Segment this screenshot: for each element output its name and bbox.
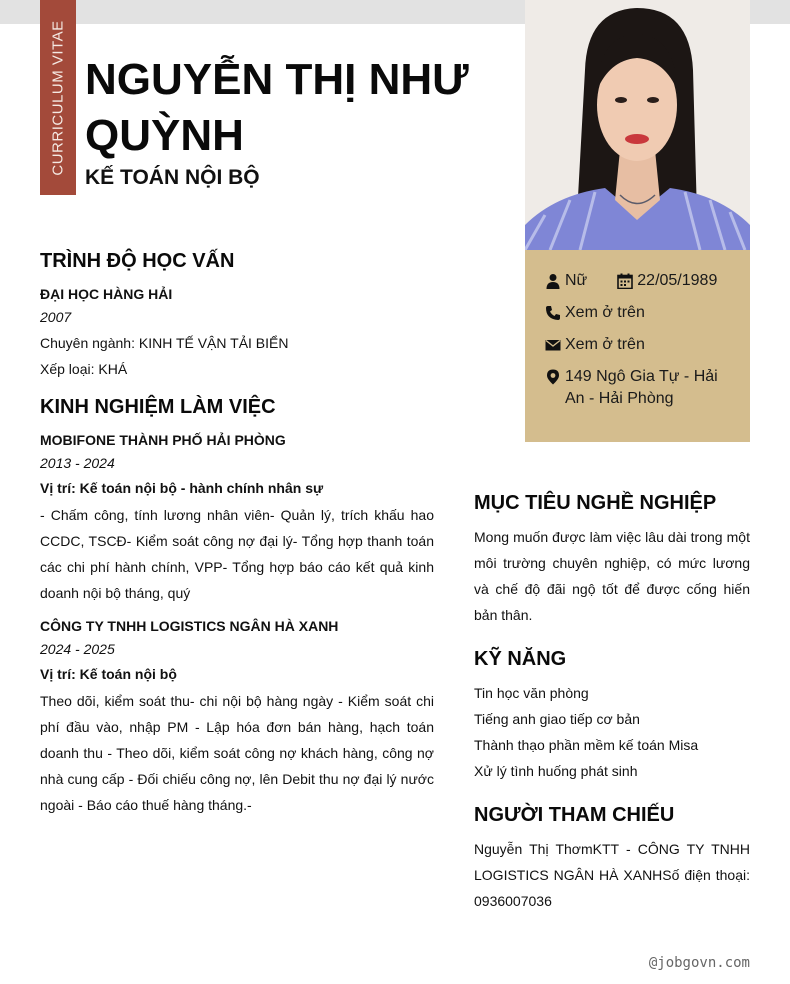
birthday-value: 22/05/1989 [637,272,718,289]
position: Vị trí: Kế toán nội bộ - hành chính nhân sự [40,480,324,496]
graduation-year: 2007 [40,309,72,325]
contact-info-box [525,250,750,442]
experience-item [40,616,434,818]
experience-title: KINH NGHIỆM LÀM VIỆC [40,396,276,418]
cv-vertical-band [40,0,76,195]
references-title: NGƯỜI THAM CHIẾU [474,804,675,826]
skills-section [474,646,750,784]
phone-value[interactable]: Xem ở trên [565,304,645,321]
job-description: Theo dõi, kiểm soát thu- chi nội bộ hàng ngày - Kiểm soát chi phí đầu vào, nhập PM - Lập hóa đơn bán hàng, hạch toán doanh thu - Theo dõi, kiểm soát công nợ khách hàng, công nợ nhà cung cấp - Đối chiếu công nợ, lên Debit thu nợ đại lý nước ngoài - Báo cáo thuế hàng tháng.- [40,693,434,813]
email-row [545,334,730,356]
objective-title: MỤC TIÊU NGHỀ NGHIỆP [474,492,717,514]
address-value: 149 Ngô Gia Tự - Hải An - Hải Phòng [565,368,718,407]
references-text: Nguyễn Thị ThơmKTT - CÔNG TY TNHH LOGISTICS NGÂN HÀ XANHSố điện thoại: 0936007036 [474,841,750,909]
candidate-name: NGUYỄN THỊ NHƯ QUỲNH [85,55,469,160]
work-period: 2024 - 2025 [40,641,115,657]
school-name: ĐẠI HỌC HÀNG HẢI [40,286,173,302]
company-name: CÔNG TY TNHH LOGISTICS NGÂN HÀ XANH [40,618,339,634]
email-icon [545,337,561,353]
phone-row [545,302,730,324]
person-icon [545,273,561,289]
watermark: @jobgovn.com [648,955,750,971]
address-row [545,366,730,410]
job-title: KẾ TOÁN NỘI BỘ [85,166,260,189]
references-section [474,802,750,914]
skills-title: KỸ NĂNG [474,648,567,670]
skill-item: Xử lý tình huống phát sinh [474,763,638,779]
email-value[interactable]: Xem ở trên [565,336,645,353]
objective-section [474,490,750,628]
job-description: - Chấm công, tính lương nhân viên- Quản lý, trích khấu hao CCDC, TSCĐ- Kiểm soát công nợ đại lý- Tổng hợp thanh toán các chi phí hành chính, VPP- Tổng hợp báo cáo kết quả kinh doanh nội bộ tháng, quý [40,507,434,601]
skill-item: Tin học văn phòng [474,685,589,701]
gender-birthday-row [545,270,730,292]
gender-value: Nữ [565,272,588,289]
position: Vị trí: Kế toán nội bộ [40,666,177,682]
education-section [40,248,434,379]
calendar-icon [617,273,633,289]
objective-text: Mong muốn được làm việc lâu dài trong một môi trường chuyên nghiệp, có mức lương và chế độ đãi ngộ tốt để được cống hiến bản thân. [474,529,750,623]
phone-icon [545,305,561,321]
education-title: TRÌNH ĐỘ HỌC VẤN [40,250,235,272]
work-period: 2013 - 2024 [40,455,115,471]
cv-band-label: CURRICULUM VITAE [49,19,67,176]
skill-item: Thành thạo phần mềm kế toán Misa [474,737,699,753]
major: Chuyên ngành: KINH TẾ VẬN TẢI BIỂN [40,335,289,351]
profile-photo [525,0,750,250]
experience-section [40,394,434,818]
company-name: MOBIFONE THÀNH PHỐ HẢI PHÒNG [40,432,286,448]
left-column [40,248,434,818]
grade: Xếp loại: KHÁ [40,361,128,377]
experience-item [40,430,434,606]
right-column [474,490,750,932]
skill-item: Tiếng anh giao tiếp cơ bản [474,711,640,727]
location-icon [545,369,561,385]
portrait-illustration [525,0,750,250]
